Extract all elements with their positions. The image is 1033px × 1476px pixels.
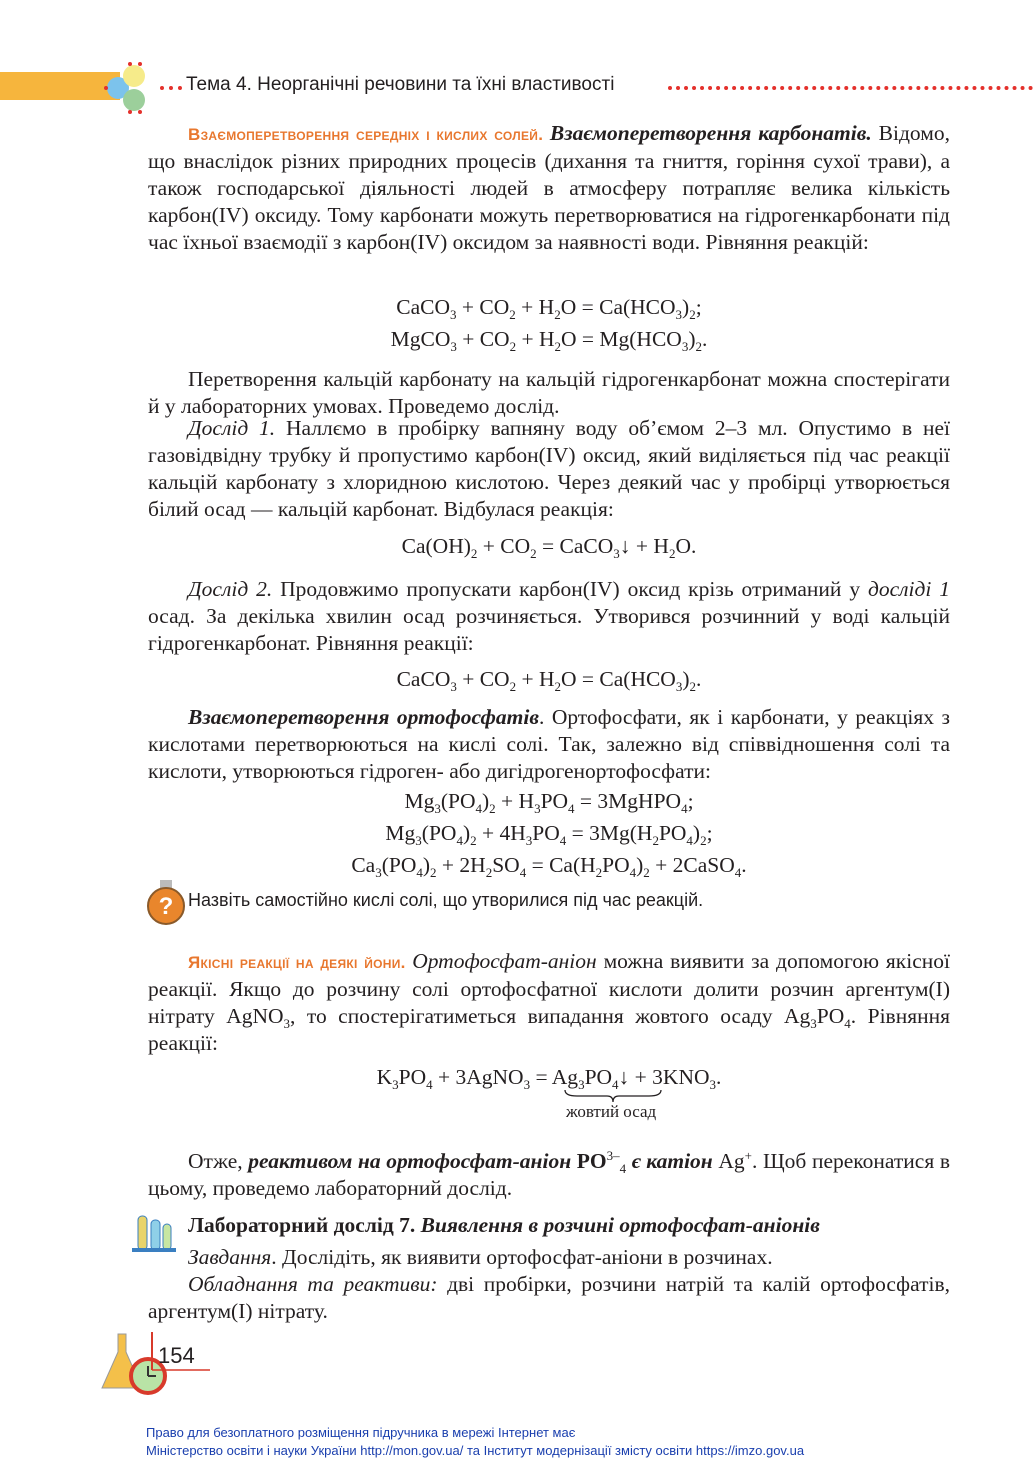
text-segment: . Дослідіть, як виявити ортофосфат-аніони в розчинах.: [271, 1245, 773, 1269]
text-segment: , то спостерігатиметься випадання жовтого осаду Ag: [290, 1004, 811, 1028]
text-segment: PO: [576, 1149, 607, 1173]
text-segment: 3: [283, 1016, 291, 1031]
text-segment: .: [696, 667, 702, 691]
text-segment: .: [702, 327, 708, 351]
text-segment: 2: [689, 679, 697, 694]
text-segment: Назвіть самостійно кислі солі, що утворилися під час реакцій.: [188, 890, 704, 910]
text-segment: PO: [398, 1065, 427, 1089]
text-segment: ;: [706, 821, 713, 845]
text-segment: 3: [415, 833, 422, 848]
text-segment: 3: [613, 546, 620, 561]
text-segment: 4: [629, 865, 637, 880]
text-segment: = 3MgHPO: [574, 789, 682, 813]
text-segment: 3: [534, 801, 541, 816]
equation: [148, 818, 950, 848]
text-segment: + CO: [456, 295, 510, 319]
text-segment: +: [744, 1148, 752, 1163]
text-segment: (PO: [440, 789, 476, 813]
text-segment: Ag: [718, 1149, 745, 1173]
text-segment: = 3Mg(H: [566, 821, 653, 845]
text-segment: ↓ + H: [619, 534, 669, 558]
text-segment: 4: [426, 1077, 433, 1092]
text-segment: ;: [695, 295, 702, 319]
text-segment: + H: [495, 789, 535, 813]
text-segment: 3: [681, 339, 689, 354]
text-segment: PO: [816, 1004, 845, 1028]
text-segment: = Ag: [530, 1065, 579, 1089]
text-segment: (PO: [421, 821, 457, 845]
text-segment: 4: [559, 833, 567, 848]
text-segment: 2: [509, 339, 517, 354]
text-segment: 3–: [606, 1148, 620, 1163]
text-segment: CaCO: [396, 295, 451, 319]
text-segment: . Щоб переконатися в цьому, проведемо лабораторний дослід.: [148, 1149, 950, 1200]
text-segment: + CO: [456, 667, 510, 691]
text-segment: ): [422, 853, 431, 877]
section-heading: Взаємоперетворення середніх і кислих солей.: [188, 125, 550, 144]
lab-equipment: [148, 1271, 950, 1325]
text-segment: Дослід 1.: [188, 416, 276, 440]
text-segment: 4: [519, 865, 527, 880]
footer-line-1: Право для безоплатного розміщення підручника в мережі Інтернет має: [146, 1425, 576, 1440]
footer: [146, 1424, 804, 1460]
paragraph-orthophosphates: [148, 704, 950, 785]
text-segment: 4: [416, 865, 423, 880]
text-segment: є катіон: [626, 1149, 719, 1173]
text-segment: . Ортофосфати, як і карбонати, у реакціях з кислотами перетворюються на кислі солі. Так, залежно від співвідношення солі та кислоти, утворюються гідроген- або дигідрогенортофосфати:: [148, 705, 950, 783]
text-segment: 3: [450, 307, 457, 322]
text-segment: 2: [689, 307, 696, 322]
text-segment: 3: [375, 865, 382, 880]
text-segment: Завдання: [188, 1245, 272, 1269]
text-segment: = Ca(H: [526, 853, 596, 877]
paragraph-carbonates: [148, 120, 950, 256]
text-segment: 2: [643, 865, 650, 880]
text-segment: 3: [450, 679, 457, 694]
text-segment: 2: [530, 546, 537, 561]
page-number: 154: [158, 1343, 195, 1368]
text-segment: 3: [450, 339, 457, 354]
text-segment: ): [692, 821, 701, 845]
text-segment: 2: [554, 339, 561, 354]
text-segment: + H: [516, 667, 555, 691]
text-segment: ↓ + 3KNO: [618, 1065, 710, 1089]
text-segment: 3: [578, 1077, 585, 1092]
text-segment: 2: [509, 307, 516, 322]
equation: [148, 292, 950, 322]
text-segment: 4: [681, 801, 688, 816]
question-text: [188, 890, 703, 911]
lab-tubes-icon: [132, 1214, 176, 1254]
text-segment: Mg: [385, 821, 416, 845]
paragraph-qualitative-reactions: [148, 948, 950, 1057]
text-segment: 2: [554, 679, 561, 694]
text-segment: ): [462, 821, 471, 845]
text-segment: 2: [652, 833, 659, 848]
text-segment: Ca(OH): [401, 534, 471, 558]
text-segment: O.: [675, 534, 697, 558]
text-segment: ;: [687, 789, 694, 813]
text-segment: 4: [456, 833, 463, 848]
text-segment: 3: [523, 1077, 531, 1092]
text-segment: PO: [584, 1065, 613, 1089]
text-segment: Mg: [404, 789, 435, 813]
section-heading: Якісні реакції на деякі йони.: [188, 953, 413, 972]
paragraph-conclusion: [148, 1148, 950, 1202]
text-segment: O = Ca(HCO: [560, 295, 676, 319]
text-segment: 2: [700, 833, 707, 848]
text-segment: PO: [532, 821, 560, 845]
equation: [148, 531, 950, 561]
text-segment: 2: [509, 679, 517, 694]
text-segment: O = Mg(HCO: [561, 327, 682, 351]
text-segment: + CO: [477, 534, 531, 558]
text-segment: SO: [492, 853, 520, 877]
header-dots: [668, 86, 1033, 90]
header-dots: [160, 86, 182, 90]
text-segment: + 4H: [476, 821, 526, 845]
text-segment: MgCO: [390, 327, 451, 351]
lab-experiment-title: [188, 1212, 820, 1239]
text-segment: дві пробірки, розчини натрій та калій ортофосфатів, аргентум(I) нітрату.: [148, 1272, 950, 1323]
equation: [148, 1062, 950, 1092]
text-segment: 3: [709, 1077, 717, 1092]
text-segment: 4: [844, 1016, 851, 1031]
text-segment: 4: [734, 865, 742, 880]
text-segment: ): [682, 295, 690, 319]
equation: [148, 664, 950, 694]
text-segment: 3: [675, 679, 683, 694]
text-segment: Відомо, що внаслідок різних природних процесів (дихання та гниття, горіння сухої трави), а також господарської діяльності людей в атмосферу потрапляє велика кількість карбон(IV) оксиду. Тому карбонати можуть перетворюватися на гідрогенкарбонати під час їхньої взаємодії з карбон(IV) оксидом за наявності води. Рівняння реакцій:: [148, 121, 950, 254]
text-segment: 4: [686, 833, 693, 848]
question-flask-icon: [143, 878, 189, 926]
text-segment: ): [481, 789, 490, 813]
text-segment: 2: [489, 801, 496, 816]
text-segment: K: [376, 1065, 393, 1089]
paragraph: [148, 366, 950, 420]
paragraph-experiment-1: [148, 415, 950, 523]
text-segment: Взаємоперетворення карбонатів.: [549, 121, 872, 145]
text-segment: 3: [434, 801, 441, 816]
text-segment: Взаємоперетворення ортофосфатів: [188, 705, 539, 729]
text-segment: ): [636, 853, 644, 877]
svg-text:?: ?: [158, 893, 174, 920]
text-segment: 2: [668, 546, 676, 561]
molecule-icon: [98, 58, 160, 114]
text-segment: . Рівняння реакції:: [148, 1004, 950, 1055]
text-segment: + H: [516, 327, 555, 351]
lab-task: [188, 1244, 773, 1271]
text-segment: Лабораторний дослід 7.: [188, 1213, 421, 1237]
text-segment: PO: [602, 853, 630, 877]
header-title: Тема 4. Неорганічні речовини та їхні властивості: [186, 74, 615, 95]
text-segment: 4: [612, 1077, 619, 1092]
text-segment: 3: [392, 1077, 399, 1092]
text-segment: (PO: [381, 853, 417, 877]
text-segment: 4: [475, 801, 482, 816]
text-segment: 2: [695, 339, 702, 354]
text-segment: 2: [554, 307, 561, 322]
equation: [148, 786, 950, 816]
text-segment: 2: [470, 546, 478, 561]
text-segment: + 2H: [436, 853, 486, 877]
text-segment: = CaCO: [536, 534, 614, 558]
text-segment: 2: [470, 833, 477, 848]
text-segment: + H: [515, 295, 555, 319]
text-segment: 4: [619, 1161, 627, 1176]
text-segment: .: [716, 1065, 722, 1089]
equation: [148, 324, 950, 354]
text-segment: Ортофосфат-аніон: [412, 949, 597, 973]
text-segment: + 2CaSO: [649, 853, 735, 877]
text-segment: CaCO: [396, 667, 451, 691]
text-segment: 2: [430, 865, 437, 880]
text-segment: Обладнання та реактиви:: [188, 1272, 438, 1296]
text-segment: Продовжимо пропускати карбон(IV) оксид крізь отриманий у: [272, 577, 868, 601]
text-segment: Виявлення в розчині ортофосфат-аніонів: [420, 1213, 820, 1237]
text-segment: PO: [540, 789, 569, 813]
precipitate-caption: жовтий осад: [566, 1102, 657, 1121]
text-segment: Перетворення кальцій карбонату на кальцій гідрогенкарбонат можна спостерігати й у лабораторних умовах. Проведемо дослід.: [148, 367, 950, 418]
text-segment: 4: [568, 801, 575, 816]
text-segment: + CO: [456, 327, 510, 351]
text-segment: 2: [595, 865, 603, 880]
text-segment: Отже,: [188, 1149, 249, 1173]
text-segment: досліді 1: [867, 577, 950, 601]
text-segment: можна виявити за допомогою якісної реакції. Якщо до розчину солі ортофосфатної кислоти долити розчин аргентум(I) нітрату AgNO: [148, 949, 950, 1028]
text-segment: 3: [810, 1016, 817, 1031]
footer-line-2: Міністерство освіти і науки України http://mon.gov.ua/ та Інститут модернізації змісту освіти https://imzo.gov.ua: [146, 1443, 805, 1458]
text-segment: ): [682, 667, 690, 691]
equation: [148, 850, 950, 880]
text-segment: Дослід 2.: [188, 577, 273, 601]
text-segment: PO: [658, 821, 687, 845]
text-segment: реактивом на ортофосфат-аніон: [248, 1149, 577, 1173]
text-segment: 3: [525, 833, 533, 848]
text-segment: .: [741, 853, 747, 877]
text-segment: 2: [485, 865, 493, 880]
text-segment: + 3AgNO: [432, 1065, 524, 1089]
paragraph-experiment-2: [148, 576, 950, 657]
text-segment: 3: [675, 307, 683, 322]
text-segment: Наллємо в пробірку вапняну воду об’ємом 2–3 мл. Опустимо в неї газовідвідну трубку й пропустимо карбон(IV) оксид, який виділяється під час реакції кальцій карбонату з хлоридною кислотою. Через деякий час у пробірці утворюється білий осад — кальцій карбонат. Відбулася реакція:: [148, 416, 950, 521]
text-segment: ): [688, 327, 696, 351]
text-segment: O = Ca(HCO: [561, 667, 676, 691]
text-segment: осад. За декілька хвилин осад розчиняється. Утворився розчинний у воді кальцій гідрогенкарбонат. Рівняння реакції:: [148, 604, 950, 655]
text-segment: Ca: [351, 853, 376, 877]
